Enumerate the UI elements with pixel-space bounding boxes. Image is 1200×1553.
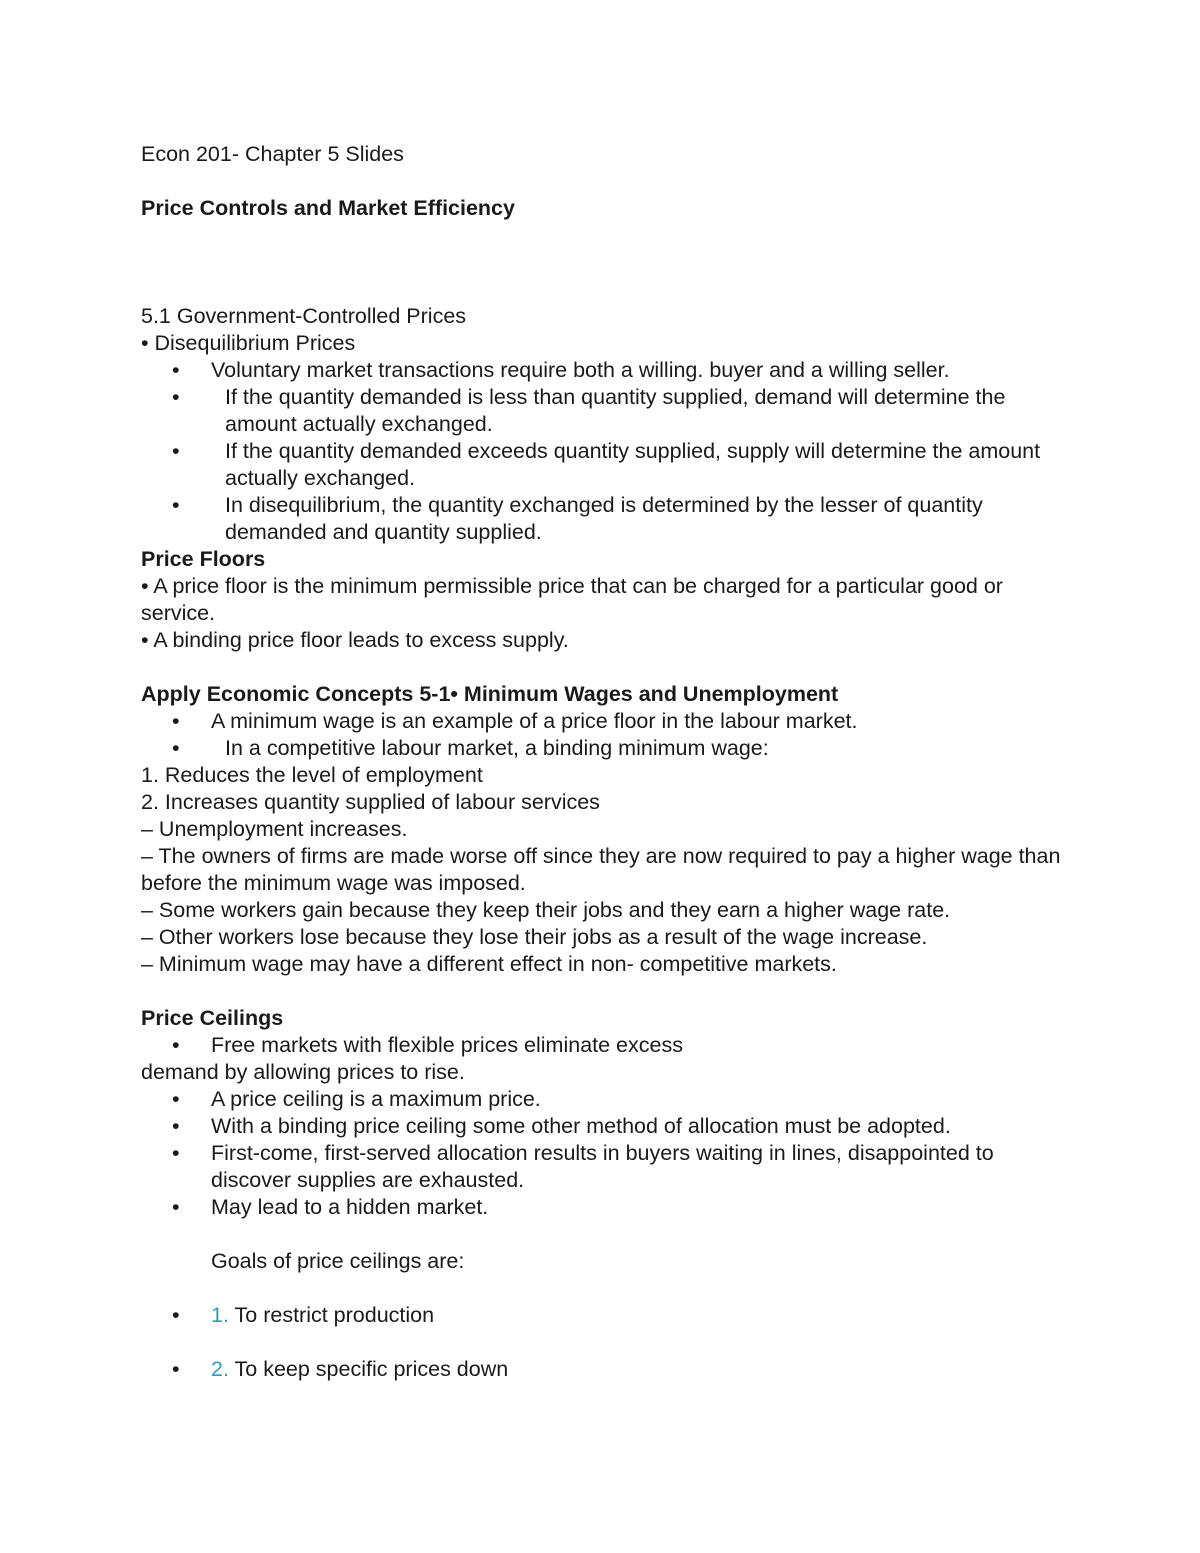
- apply-concepts-bullet-list: [141, 708, 1071, 762]
- price-floors-line: • A binding price floor leads to excess supply.: [141, 628, 569, 652]
- bullet-icon: •: [172, 1195, 180, 1219]
- goal-number: 2.: [211, 1357, 229, 1381]
- price-floors-line: • A price floor is the minimum permissible price that can be charged for a particular good or service.: [141, 574, 1003, 625]
- price-ceilings-first-bullet: [141, 1032, 1071, 1059]
- list-item: • First-come, first-served allocation results in buyers waiting in lines, disappointed to discover supplies are exhausted.: [172, 1141, 994, 1192]
- goal-number: 1.: [211, 1303, 229, 1327]
- document-title: Price Controls and Market Efficiency: [141, 196, 515, 220]
- apply-concepts-line: – Unemployment increases.: [141, 817, 408, 841]
- bullet-icon: •: [172, 736, 180, 760]
- bullet-icon: •: [172, 1087, 180, 1111]
- bullet-icon: •: [172, 1141, 180, 1165]
- bullet-icon: •: [172, 385, 180, 409]
- list-item: • Free markets with flexible prices eliminate excess: [172, 1033, 683, 1057]
- list-item: • In a competitive labour market, a binding minimum wage:: [172, 736, 769, 760]
- apply-concepts-line: – Other workers lose because they lose their jobs as a result of the wage increase.: [141, 925, 928, 949]
- bullet-icon: •: [172, 1303, 180, 1327]
- list-item: • If the quantity demanded exceeds quantity supplied, supply will determine the amount actually exchanged.: [172, 439, 1041, 490]
- goals-list: [141, 1356, 1071, 1383]
- bullet-icon: •: [172, 709, 180, 733]
- bullet-icon: •: [172, 1033, 180, 1057]
- bullet-icon: •: [172, 1357, 180, 1381]
- apply-concepts-line: 2. Increases quantity supplied of labour services: [141, 790, 600, 814]
- list-item: • If the quantity demanded is less than quantity supplied, demand will determine the amount actually exchanged.: [172, 385, 1006, 436]
- list-item: • With a binding price ceiling some other method of allocation must be adopted.: [172, 1114, 951, 1138]
- course-line: Econ 201- Chapter 5 Slides: [141, 142, 404, 166]
- goals-list: [141, 1302, 1071, 1329]
- apply-concepts-heading: Apply Economic Concepts 5-1• Minimum Wages and Unemployment: [141, 682, 839, 706]
- goals-intro: Goals of price ceilings are:: [211, 1249, 465, 1273]
- list-item: • A minimum wage is an example of a price floor in the labour market.: [172, 709, 858, 733]
- disequilibrium-subheading: • Disequilibrium Prices: [141, 331, 356, 355]
- section-5-1-heading: 5.1 Government-Controlled Prices: [141, 304, 467, 328]
- price-ceilings-heading: Price Ceilings: [141, 1006, 284, 1030]
- price-ceilings-continuation: demand by allowing prices to rise.: [141, 1060, 465, 1084]
- document-page: [141, 141, 1071, 1383]
- list-item: • Voluntary market transactions require both a willing. buyer and a willing seller.: [172, 358, 950, 382]
- goal-text: To keep specific prices down: [228, 1357, 509, 1381]
- apply-concepts-line: – Some workers gain because they keep their jobs and they earn a higher wage rate.: [141, 898, 951, 922]
- bullet-icon: •: [172, 1114, 180, 1138]
- list-item: • In disequilibrium, the quantity exchanged is determined by the lesser of quantity demanded and quantity supplied.: [172, 493, 983, 544]
- goal-text: To restrict production: [228, 1303, 435, 1327]
- disequilibrium-bullet-list: [141, 357, 1071, 546]
- list-item: [141, 1356, 1071, 1383]
- bullet-icon: •: [172, 439, 180, 463]
- apply-concepts-line: 1. Reduces the level of employment: [141, 763, 483, 787]
- apply-concepts-line: – Minimum wage may have a different effect in non- competitive markets.: [141, 952, 837, 976]
- bullet-icon: •: [172, 358, 180, 382]
- bullet-icon: •: [172, 493, 180, 517]
- list-item: [141, 1302, 1071, 1329]
- price-floors-heading: Price Floors: [141, 547, 266, 571]
- apply-concepts-line: – The owners of firms are made worse off since they are now required to pay a higher wage than before the minimum wage was imposed.: [141, 844, 1061, 895]
- list-item: • May lead to a hidden market.: [172, 1195, 489, 1219]
- list-item: • A price ceiling is a maximum price.: [172, 1087, 541, 1111]
- price-ceilings-bullet-list: [141, 1086, 1071, 1221]
